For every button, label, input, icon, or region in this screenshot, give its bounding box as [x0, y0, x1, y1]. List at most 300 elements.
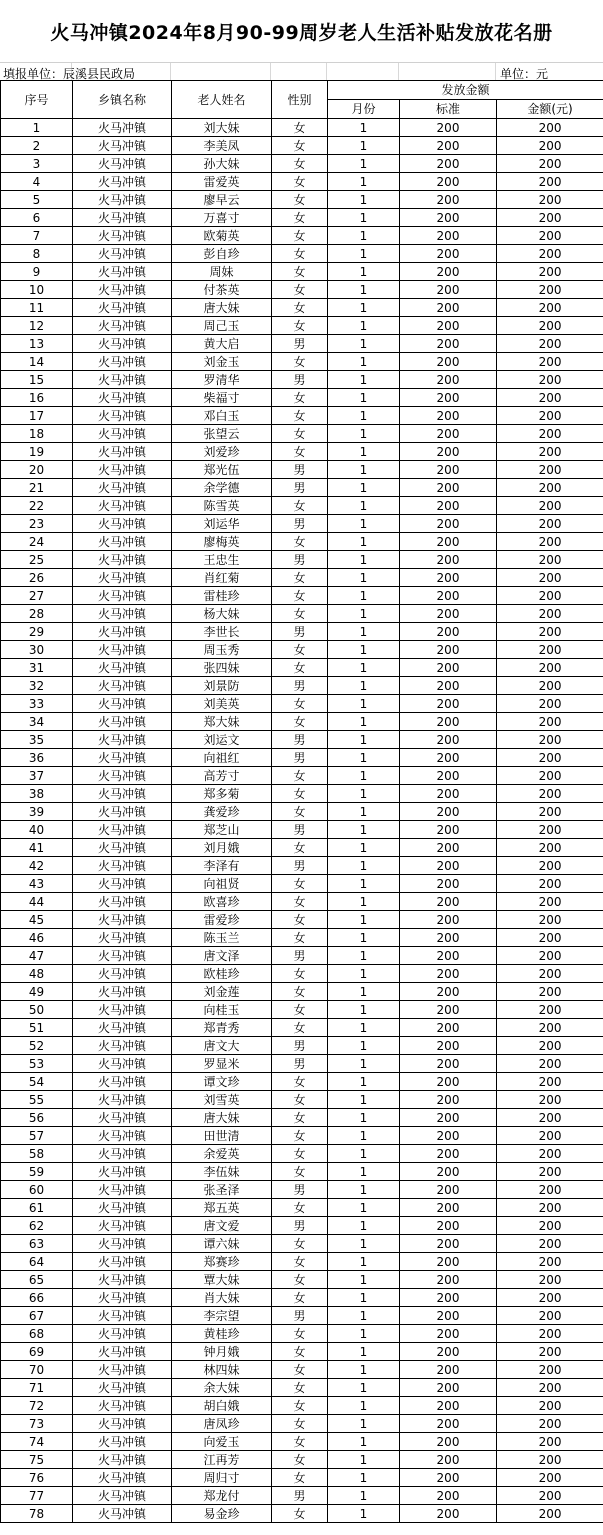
gender-cell: 女: [272, 281, 328, 299]
amount-cell: 200: [497, 353, 603, 371]
gender-cell: 女: [272, 893, 328, 911]
seq-cell: 23: [1, 515, 73, 533]
table-row: [1, 965, 603, 983]
seq-cell: 21: [1, 479, 73, 497]
table-row: [1, 821, 603, 839]
amount-cell: 200: [497, 731, 603, 749]
seq-cell: 7: [1, 227, 73, 245]
table-row: [1, 893, 603, 911]
month-cell: 1: [328, 965, 400, 983]
town-cell: 火马冲镇: [73, 695, 172, 713]
table-row: [1, 1109, 603, 1127]
seq-cell: 9: [1, 263, 73, 281]
amount-cell: 200: [497, 1145, 603, 1163]
town-cell: 火马冲镇: [73, 1397, 172, 1415]
name-cell: 向祖贤: [172, 875, 272, 893]
town-cell: 火马冲镇: [73, 425, 172, 443]
amount-cell: 200: [497, 173, 603, 191]
name-cell: 张四妹: [172, 659, 272, 677]
month-cell: 1: [328, 1019, 400, 1037]
seq-cell: 37: [1, 767, 73, 785]
gender-cell: 男: [272, 749, 328, 767]
standard-cell: 200: [400, 1505, 497, 1523]
name-cell: 向祖红: [172, 749, 272, 767]
gender-cell: 女: [272, 191, 328, 209]
name-cell: 付茶英: [172, 281, 272, 299]
town-cell: 火马冲镇: [73, 1343, 172, 1361]
standard-cell: 200: [400, 425, 497, 443]
table-row: [1, 623, 603, 641]
gender-cell: 女: [272, 659, 328, 677]
name-cell: 向桂玉: [172, 1001, 272, 1019]
standard-cell: 200: [400, 119, 497, 137]
standard-cell: 200: [400, 479, 497, 497]
table-row: [1, 1325, 603, 1343]
town-cell: 火马冲镇: [73, 767, 172, 785]
month-cell: 1: [328, 695, 400, 713]
table-row: [1, 245, 603, 263]
month-cell: 1: [328, 1253, 400, 1271]
table-row: [1, 1253, 603, 1271]
gender-cell: 女: [272, 785, 328, 803]
month-cell: 1: [328, 731, 400, 749]
table-row: [1, 371, 603, 389]
town-cell: 火马冲镇: [73, 173, 172, 191]
month-cell: 1: [328, 533, 400, 551]
name-cell: 刘大妹: [172, 119, 272, 137]
table-row: [1, 1361, 603, 1379]
standard-cell: 200: [400, 983, 497, 1001]
standard-cell: 200: [400, 209, 497, 227]
table-row: [1, 839, 603, 857]
standard-cell: 200: [400, 605, 497, 623]
amount-cell: 200: [497, 785, 603, 803]
town-cell: 火马冲镇: [73, 677, 172, 695]
amount-cell: 200: [497, 119, 603, 137]
month-cell: 1: [328, 749, 400, 767]
standard-cell: 200: [400, 1109, 497, 1127]
town-cell: 火马冲镇: [73, 497, 172, 515]
name-cell: 唐大妹: [172, 299, 272, 317]
town-cell: 火马冲镇: [73, 839, 172, 857]
name-cell: 黄大启: [172, 335, 272, 353]
header-seq: 序号: [1, 81, 73, 119]
gender-cell: 女: [272, 605, 328, 623]
month-cell: 1: [328, 641, 400, 659]
standard-cell: 200: [400, 947, 497, 965]
seq-cell: 20: [1, 461, 73, 479]
gender-cell: 女: [272, 839, 328, 857]
seq-cell: 54: [1, 1073, 73, 1091]
town-cell: 火马冲镇: [73, 1451, 172, 1469]
seq-cell: 58: [1, 1145, 73, 1163]
month-cell: 1: [328, 947, 400, 965]
amount-cell: 200: [497, 1469, 603, 1487]
seq-cell: 69: [1, 1343, 73, 1361]
month-cell: 1: [328, 785, 400, 803]
town-cell: 火马冲镇: [73, 1433, 172, 1451]
seq-cell: 36: [1, 749, 73, 767]
gender-cell: 女: [272, 1505, 328, 1523]
month-cell: 1: [328, 983, 400, 1001]
month-cell: 1: [328, 137, 400, 155]
standard-cell: 200: [400, 1397, 497, 1415]
town-cell: 火马冲镇: [73, 893, 172, 911]
seq-cell: 40: [1, 821, 73, 839]
standard-cell: 200: [400, 1307, 497, 1325]
amount-cell: 200: [497, 299, 603, 317]
gender-cell: 女: [272, 1343, 328, 1361]
unit-label: 单位：元: [500, 67, 549, 81]
table-row: [1, 533, 603, 551]
seq-cell: 29: [1, 623, 73, 641]
month-cell: 1: [328, 209, 400, 227]
name-cell: 郑青秀: [172, 1019, 272, 1037]
month-cell: 1: [328, 479, 400, 497]
town-cell: 火马冲镇: [73, 1487, 172, 1505]
standard-cell: 200: [400, 1469, 497, 1487]
town-cell: 火马冲镇: [73, 929, 172, 947]
town-cell: 火马冲镇: [73, 1271, 172, 1289]
month-cell: 1: [328, 839, 400, 857]
table-row: [1, 389, 603, 407]
standard-cell: 200: [400, 1289, 497, 1307]
standard-cell: 200: [400, 1253, 497, 1271]
month-cell: 1: [328, 1163, 400, 1181]
seq-cell: 28: [1, 605, 73, 623]
gender-cell: 女: [272, 209, 328, 227]
standard-cell: 200: [400, 965, 497, 983]
town-cell: 火马冲镇: [73, 353, 172, 371]
month-cell: 1: [328, 929, 400, 947]
seq-cell: 44: [1, 893, 73, 911]
town-cell: 火马冲镇: [73, 119, 172, 137]
seq-cell: 67: [1, 1307, 73, 1325]
gender-cell: 女: [272, 1397, 328, 1415]
town-cell: 火马冲镇: [73, 1235, 172, 1253]
amount-cell: 200: [497, 893, 603, 911]
amount-cell: 200: [497, 407, 603, 425]
header-town: 乡镇名称: [73, 81, 172, 119]
month-cell: 1: [328, 1127, 400, 1145]
table-row: [1, 317, 603, 335]
gender-cell: 男: [272, 335, 328, 353]
seq-cell: 65: [1, 1271, 73, 1289]
standard-cell: 200: [400, 821, 497, 839]
amount-cell: 200: [497, 155, 603, 173]
gender-cell: 男: [272, 1307, 328, 1325]
standard-cell: 200: [400, 1271, 497, 1289]
seq-cell: 13: [1, 335, 73, 353]
header-gender: 性别: [272, 81, 328, 119]
gender-cell: 女: [272, 1235, 328, 1253]
month-cell: 1: [328, 713, 400, 731]
seq-cell: 59: [1, 1163, 73, 1181]
month-cell: 1: [328, 1091, 400, 1109]
standard-cell: 200: [400, 335, 497, 353]
gender-cell: 女: [272, 137, 328, 155]
seq-cell: 60: [1, 1181, 73, 1199]
month-cell: 1: [328, 1451, 400, 1469]
seq-cell: 6: [1, 209, 73, 227]
name-cell: 廖梅英: [172, 533, 272, 551]
gender-cell: 女: [272, 1163, 328, 1181]
town-cell: 火马冲镇: [73, 1037, 172, 1055]
name-cell: 林四妹: [172, 1361, 272, 1379]
town-cell: 火马冲镇: [73, 551, 172, 569]
table-row: [1, 173, 603, 191]
town-cell: 火马冲镇: [73, 911, 172, 929]
gender-cell: 男: [272, 1037, 328, 1055]
seq-cell: 70: [1, 1361, 73, 1379]
table-row: [1, 461, 603, 479]
town-cell: 火马冲镇: [73, 749, 172, 767]
gender-cell: 女: [272, 497, 328, 515]
month-cell: 1: [328, 1415, 400, 1433]
amount-cell: 200: [497, 1433, 603, 1451]
standard-cell: 200: [400, 155, 497, 173]
month-cell: 1: [328, 551, 400, 569]
month-cell: 1: [328, 1217, 400, 1235]
gender-cell: 女: [272, 119, 328, 137]
town-cell: 火马冲镇: [73, 515, 172, 533]
name-cell: 欧菊英: [172, 227, 272, 245]
amount-cell: 200: [497, 1037, 603, 1055]
gender-cell: 女: [272, 1415, 328, 1433]
month-cell: 1: [328, 1343, 400, 1361]
name-cell: 陈玉兰: [172, 929, 272, 947]
amount-cell: 200: [497, 659, 603, 677]
gender-cell: 女: [272, 1073, 328, 1091]
town-cell: 火马冲镇: [73, 461, 172, 479]
standard-cell: 200: [400, 497, 497, 515]
standard-cell: 200: [400, 191, 497, 209]
standard-cell: 200: [400, 353, 497, 371]
table-row: [1, 119, 603, 137]
month-cell: 1: [328, 1055, 400, 1073]
name-cell: 刘金玉: [172, 353, 272, 371]
standard-cell: 200: [400, 803, 497, 821]
month-cell: 1: [328, 515, 400, 533]
month-cell: 1: [328, 425, 400, 443]
table-row: [1, 1091, 603, 1109]
amount-cell: 200: [497, 695, 603, 713]
town-cell: 火马冲镇: [73, 209, 172, 227]
gender-cell: 女: [272, 1271, 328, 1289]
amount-cell: 200: [497, 209, 603, 227]
name-cell: 欧桂珍: [172, 965, 272, 983]
table-row: [1, 263, 603, 281]
table-row: [1, 1289, 603, 1307]
amount-cell: 200: [497, 713, 603, 731]
header-month: 月份: [328, 100, 400, 119]
table-row: [1, 137, 603, 155]
table-row: [1, 1307, 603, 1325]
name-cell: 黄桂珍: [172, 1325, 272, 1343]
table-row: [1, 641, 603, 659]
amount-cell: 200: [497, 1343, 603, 1361]
seq-cell: 30: [1, 641, 73, 659]
standard-cell: 200: [400, 1487, 497, 1505]
standard-cell: 200: [400, 281, 497, 299]
gender-cell: 女: [272, 1289, 328, 1307]
seq-cell: 43: [1, 875, 73, 893]
town-cell: 火马冲镇: [73, 1181, 172, 1199]
seq-cell: 24: [1, 533, 73, 551]
amount-cell: 200: [497, 875, 603, 893]
seq-cell: 72: [1, 1397, 73, 1415]
gender-cell: 女: [272, 1361, 328, 1379]
gender-cell: 女: [272, 1001, 328, 1019]
town-cell: 火马冲镇: [73, 875, 172, 893]
town-cell: 火马冲镇: [73, 731, 172, 749]
month-cell: 1: [328, 821, 400, 839]
seq-cell: 22: [1, 497, 73, 515]
month-cell: 1: [328, 119, 400, 137]
table-row: [1, 659, 603, 677]
name-cell: 罗显米: [172, 1055, 272, 1073]
name-cell: 刘美英: [172, 695, 272, 713]
gender-cell: 女: [272, 767, 328, 785]
town-cell: 火马冲镇: [73, 1001, 172, 1019]
standard-cell: 200: [400, 1199, 497, 1217]
month-cell: 1: [328, 245, 400, 263]
amount-cell: 200: [497, 1199, 603, 1217]
name-cell: 雷桂珍: [172, 587, 272, 605]
name-cell: 高芳寸: [172, 767, 272, 785]
name-cell: 罗清华: [172, 371, 272, 389]
gender-cell: 女: [272, 1325, 328, 1343]
seq-cell: 61: [1, 1199, 73, 1217]
town-cell: 火马冲镇: [73, 1163, 172, 1181]
seq-cell: 62: [1, 1217, 73, 1235]
gender-cell: 女: [272, 443, 328, 461]
table-row: [1, 785, 603, 803]
town-cell: 火马冲镇: [73, 335, 172, 353]
name-cell: 刘月娥: [172, 839, 272, 857]
gender-cell: 女: [272, 1127, 328, 1145]
standard-cell: 200: [400, 173, 497, 191]
month-cell: 1: [328, 1235, 400, 1253]
standard-cell: 200: [400, 1001, 497, 1019]
seq-cell: 11: [1, 299, 73, 317]
standard-cell: 200: [400, 1055, 497, 1073]
header-name: 老人姓名: [172, 81, 272, 119]
page-title: 火马冲镇2024年8月90-99周岁老人生活补贴发放花名册: [50, 21, 553, 44]
table-row: [1, 1001, 603, 1019]
month-cell: 1: [328, 1181, 400, 1199]
table-row: [1, 1379, 603, 1397]
name-cell: 易金珍: [172, 1505, 272, 1523]
amount-cell: 200: [497, 1127, 603, 1145]
amount-cell: 200: [497, 335, 603, 353]
gender-cell: 女: [272, 1145, 328, 1163]
standard-cell: 200: [400, 461, 497, 479]
month-cell: 1: [328, 677, 400, 695]
name-cell: 周玉秀: [172, 641, 272, 659]
name-cell: 龚爱珍: [172, 803, 272, 821]
town-cell: 火马冲镇: [73, 1019, 172, 1037]
name-cell: 柴福寸: [172, 389, 272, 407]
gender-cell: 女: [272, 1109, 328, 1127]
name-cell: 唐文爱: [172, 1217, 272, 1235]
town-cell: 火马冲镇: [73, 785, 172, 803]
gender-cell: 男: [272, 947, 328, 965]
amount-cell: 200: [497, 1307, 603, 1325]
gender-cell: 女: [272, 929, 328, 947]
seq-cell: 2: [1, 137, 73, 155]
amount-cell: 200: [497, 533, 603, 551]
standard-cell: 200: [400, 911, 497, 929]
town-cell: 火马冲镇: [73, 1073, 172, 1091]
name-cell: 张圣泽: [172, 1181, 272, 1199]
header-amount: 金额(元): [497, 100, 603, 119]
amount-cell: 200: [497, 821, 603, 839]
gender-cell: 女: [272, 317, 328, 335]
amount-cell: 200: [497, 587, 603, 605]
gender-cell: 男: [272, 821, 328, 839]
name-cell: 陈雪英: [172, 497, 272, 515]
table-body: [1, 119, 603, 1523]
table-row: [1, 1469, 603, 1487]
amount-cell: 200: [497, 1253, 603, 1271]
seq-cell: 4: [1, 173, 73, 191]
amount-cell: 200: [497, 605, 603, 623]
table-row: [1, 695, 603, 713]
standard-cell: 200: [400, 1361, 497, 1379]
name-cell: 郑多菊: [172, 785, 272, 803]
town-cell: 火马冲镇: [73, 1109, 172, 1127]
standard-cell: 200: [400, 515, 497, 533]
name-cell: 余大妹: [172, 1379, 272, 1397]
standard-cell: 200: [400, 1019, 497, 1037]
seq-cell: 5: [1, 191, 73, 209]
name-cell: 雷爱珍: [172, 911, 272, 929]
table-row: [1, 1037, 603, 1055]
seq-cell: 39: [1, 803, 73, 821]
month-cell: 1: [328, 1325, 400, 1343]
town-cell: 火马冲镇: [73, 191, 172, 209]
name-cell: 张望云: [172, 425, 272, 443]
name-cell: 刘景防: [172, 677, 272, 695]
amount-cell: 200: [497, 1019, 603, 1037]
town-cell: 火马冲镇: [73, 587, 172, 605]
name-cell: 李伍妹: [172, 1163, 272, 1181]
name-cell: 廖早云: [172, 191, 272, 209]
month-cell: 1: [328, 1487, 400, 1505]
name-cell: 田世清: [172, 1127, 272, 1145]
name-cell: 刘爱珍: [172, 443, 272, 461]
gender-cell: 男: [272, 461, 328, 479]
seq-cell: 25: [1, 551, 73, 569]
standard-cell: 200: [400, 1325, 497, 1343]
table-row: [1, 569, 603, 587]
amount-cell: 200: [497, 281, 603, 299]
month-cell: 1: [328, 587, 400, 605]
table-row: [1, 947, 603, 965]
town-cell: 火马冲镇: [73, 317, 172, 335]
name-cell: 郑五英: [172, 1199, 272, 1217]
table-row: [1, 749, 603, 767]
month-cell: 1: [328, 1037, 400, 1055]
table-row: [1, 677, 603, 695]
name-cell: 周妹: [172, 263, 272, 281]
town-cell: 火马冲镇: [73, 641, 172, 659]
seq-cell: 64: [1, 1253, 73, 1271]
seq-cell: 63: [1, 1235, 73, 1253]
amount-cell: 200: [497, 479, 603, 497]
town-cell: 火马冲镇: [73, 1505, 172, 1523]
